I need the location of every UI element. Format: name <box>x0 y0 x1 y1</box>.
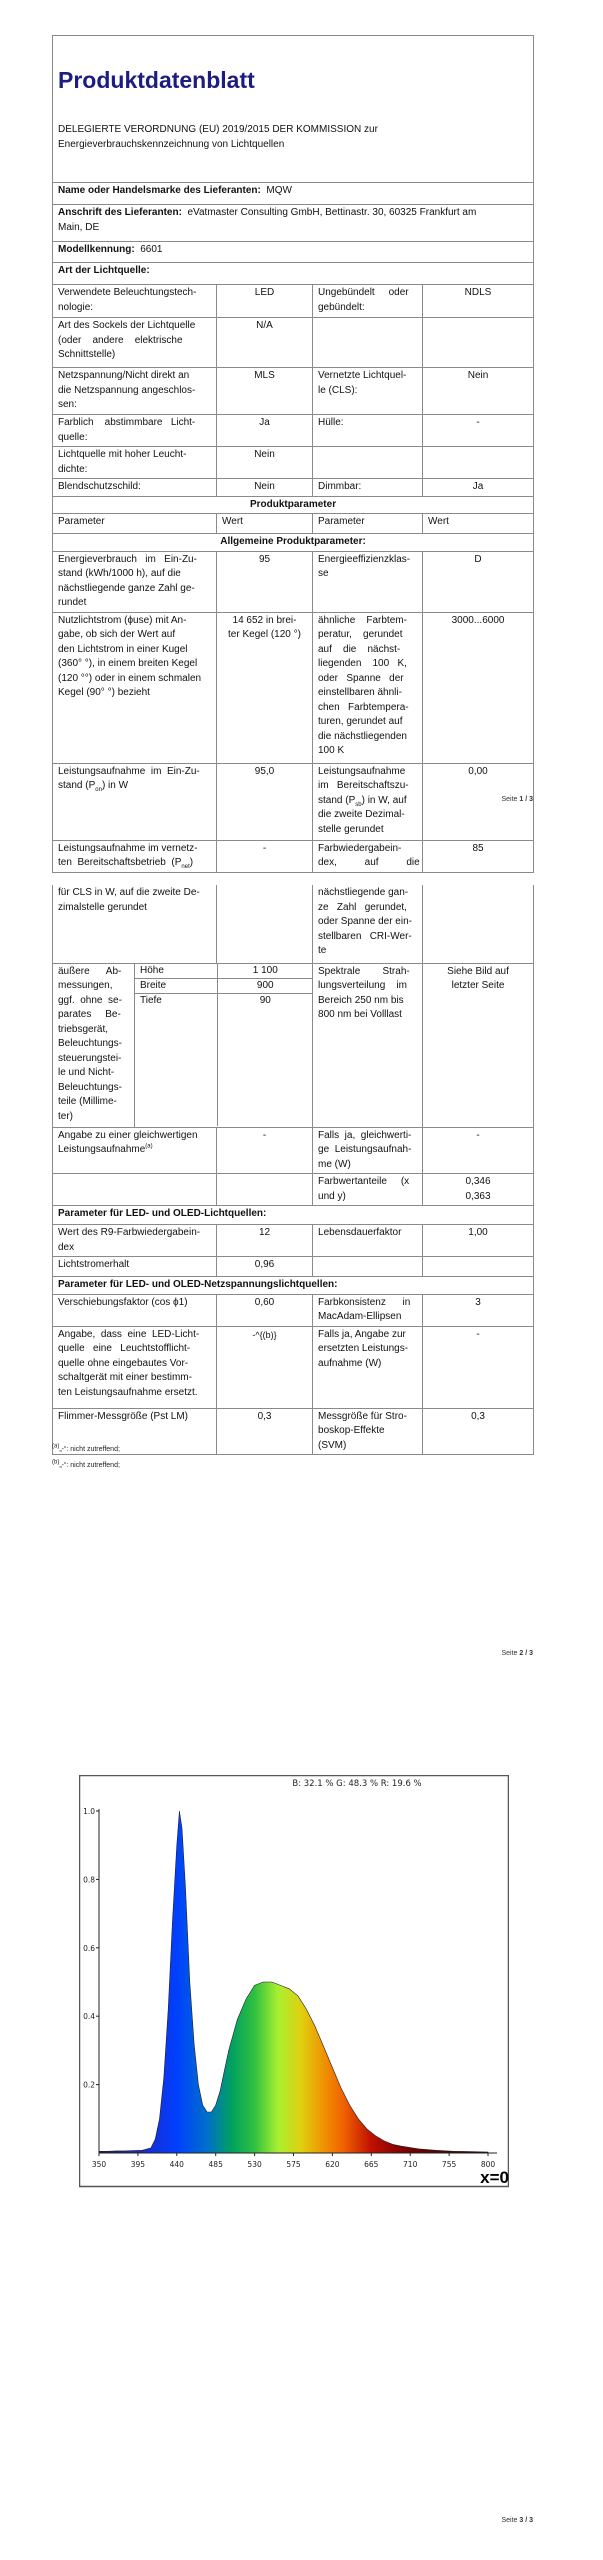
general-parameter-row <box>53 763 534 840</box>
x-tick-label: 440 <box>169 2160 184 2169</box>
mains-led-parameters-heading-row <box>53 1277 534 1295</box>
parameter-value: -^{(b)} <box>217 1326 313 1408</box>
parameter-value <box>423 1257 534 1277</box>
parameter-value: 1,00 <box>423 1225 534 1257</box>
parameter-value: 95,0 <box>217 763 313 840</box>
parameter-label: nächstliegende gan- ze Zahl gerundet, oder Spanne der ein- stellbaren CRI-Wer- te <box>313 885 423 963</box>
light-source-type-row <box>53 479 534 497</box>
general-parameter-row <box>53 551 534 612</box>
parameter-label: Farbwertanteile (x und y) <box>313 1174 423 1206</box>
page-title: Produktdatenblatt <box>58 67 255 93</box>
parameter-label: Angabe zu einer gleichwertigen Leistungsaufnahme$^{(a)}$ <box>53 1127 217 1174</box>
model-label: Modellkennung: <box>58 244 135 255</box>
parameter-label: Lebensdauerfaktor <box>313 1225 423 1257</box>
y-tick-label: 0.8 <box>83 1875 95 1885</box>
parameter-label: Farblich abstimmbare Licht- quelle: <box>53 415 217 447</box>
parameter-value: 0,96 <box>217 1257 313 1277</box>
column-header: Parameter <box>313 514 423 534</box>
parameter-value: - <box>217 1127 313 1174</box>
dimension-name: Tiefe <box>140 994 162 1006</box>
parameter-value: 85 <box>423 840 534 872</box>
parameter-label: Energieverbrauch im Ein-Zu- stand (kWh/1000 h), auf die nächstliegende ganze Zahl ge- rundet <box>53 551 217 612</box>
parameter-value: NDLS <box>423 285 534 318</box>
led-parameter-row <box>53 1225 534 1257</box>
x-tick-label: 350 <box>91 2160 107 2169</box>
parameter-value: Nein <box>217 447 313 479</box>
parameter-label <box>313 1257 423 1277</box>
parameter-label: Energieeffizienzklas- se <box>313 551 423 612</box>
parameter-row <box>53 1174 534 1206</box>
parameter-value: 3000...6000 <box>423 612 534 763</box>
parameter-label: Netzspannung/Nicht direkt an die Netzspannung angeschlos- sen: <box>53 368 217 415</box>
light-source-type-row <box>53 368 534 415</box>
parameter-value: Nein <box>423 368 534 415</box>
parameter-value: 95 <box>217 551 313 612</box>
parameter-value: 14 652 in brei- ter Kegel (120 °) <box>217 612 313 763</box>
page-label-prefix: Seite <box>501 2517 518 2524</box>
parameter-label: Messgröße für Stro- boskop-Effekte (SVM) <box>313 1408 423 1455</box>
page-label-prefix: Seite <box>501 1650 518 1657</box>
column-header: Wert <box>217 514 313 534</box>
dimensions-values-cell <box>135 963 313 1127</box>
parameter-value: N/A <box>217 318 313 368</box>
mains-parameter-row <box>53 1326 534 1408</box>
parameter-value <box>217 1174 313 1206</box>
parameter-value <box>423 318 534 368</box>
parameter-value: LED <box>217 285 313 318</box>
parameter-label: Leistungsaufnahme im Bereitschaftszu- stand $(P_{sb})$ in W, auf die zweite Dezimal- stelle gerundet <box>313 763 423 840</box>
light-source-type-row <box>53 318 534 368</box>
parameter-label: Angabe, dass eine LED-Licht- quelle eine Leuchtstofflicht- quelle ohne eingebautes Vor- schaltgerät mit einer bestimm- ten Leistungsaufnahme ersetzt. <box>53 1326 217 1408</box>
general-parameter-row <box>53 840 534 872</box>
mains-led-parameters-heading: Parameter für LED- und OLED-Netzspannungslichtquellen: <box>53 1277 534 1295</box>
parameter-label: Vernetzte Lichtquel- le (CLS): <box>313 368 423 415</box>
y-tick-label: 0.2 <box>83 2080 95 2090</box>
spectral-distribution-label: Spektrale Strah- lungsverteilung im Bereich 250 nm bis 800 nm bei Volllast <box>313 963 423 1127</box>
supplier-address-label: Anschrift des Lieferanten: <box>58 207 182 218</box>
product-datasheet-table-page-2 <box>52 885 534 1455</box>
header-cell <box>53 36 534 183</box>
footnote-a: $^{(a)}$„-“: nicht zutreffend; <box>52 1443 120 1453</box>
continued-parameter-row <box>53 885 534 963</box>
x-tick-label: 530 <box>247 2160 262 2169</box>
dimension-value: 900 <box>217 978 313 993</box>
y-tick-label: 0.6 <box>83 1943 95 1953</box>
dimension-name: Höhe <box>140 964 164 976</box>
column-header: Parameter <box>53 514 217 534</box>
parameter-label: Leistungsaufnahme im Ein-Zu- stand $(P_{on})$ in W <box>53 763 217 840</box>
parameter-label: Blendschutzschild: <box>53 479 217 497</box>
general-parameters-heading-row <box>53 534 534 552</box>
page-number-3 <box>501 2517 533 2524</box>
x-tick-label: 710 <box>403 2160 418 2169</box>
parameter-label: Nutzlichtstrom (ϕuse) mit An- gabe, ob sich der Wert auf den Lichtstrom in einer Kugel (360° °), in einem breiten Kegel (120 °°) oder in einem schmalen Kegel (90° °) bezieht <box>53 612 217 763</box>
dimension-filler <box>135 1008 313 1126</box>
parameter-value <box>217 885 313 963</box>
parameter-value: 0,00 <box>423 763 534 840</box>
parameter-value: - <box>423 1326 534 1408</box>
supplier-name-value: MQW <box>266 185 292 196</box>
parameter-value: Nein <box>217 479 313 497</box>
parameter-label: Ungebündelt oder gebündelt: <box>313 285 423 318</box>
parameter-label: Farbkonsistenz in MacAdam-Ellipsen <box>313 1294 423 1326</box>
general-parameter-row <box>53 612 534 763</box>
parameter-label: Farbwiedergabein- dex, auf die <box>313 840 423 872</box>
dimensions-row <box>53 963 534 1127</box>
parameter-label: Lichtstromerhalt <box>53 1257 217 1277</box>
light-source-type-row <box>53 447 534 479</box>
parameter-label: für CLS in W, auf die zweite De- zimalstelle gerundet <box>53 885 217 963</box>
light-source-type-row <box>53 285 534 318</box>
x-tick-label: 485 <box>208 2160 223 2169</box>
spectral-distribution-value: Siehe Bild auf letzter Seite <box>423 963 534 1127</box>
page-number-2 <box>501 1650 533 1657</box>
parameter-label: Lichtquelle mit hoher Leucht- dichte: <box>53 447 217 479</box>
column-header-row <box>53 514 534 534</box>
product-parameters-heading: Produktparameter <box>53 496 534 514</box>
led-parameters-heading: Parameter für LED- und OLED-Lichtquellen: <box>53 1206 534 1225</box>
parameter-label: Dimmbar: <box>313 479 423 497</box>
parameter-label: Leistungsaufnahme im vernetz- ten Bereitschaftsbetrieb $(P_{net})$ <box>53 840 217 872</box>
parameter-value: 0,60 <box>217 1294 313 1326</box>
led-parameters-heading-row <box>53 1206 534 1225</box>
parameter-value: - <box>423 1127 534 1174</box>
dimensions-label: äußere Ab- messungen, ggf. ohne se- parates Be- triebsgerät, Beleuchtungs- steuerungstei- le und Nicht- Beleuchtungs- teile (Millime- ter) <box>53 963 135 1127</box>
dimension-value: 90 <box>217 993 313 1008</box>
dimension-row <box>135 964 313 979</box>
mains-parameter-row <box>53 1294 534 1326</box>
parameter-label: Wert des R9-Farbwiedergabein- dex <box>53 1225 217 1257</box>
dimension-row <box>135 993 313 1008</box>
model-row <box>53 242 534 263</box>
parameter-value: 0,346 0,363 <box>423 1174 534 1206</box>
x-tick-label: 755 <box>441 2160 457 2169</box>
dimensions-table <box>135 964 313 1126</box>
parameter-label: Verschiebungsfaktor (cos ϕ1) <box>53 1294 217 1326</box>
supplier-name-row <box>53 183 534 205</box>
parameter-value <box>423 447 534 479</box>
page-label-number: 3 / 3 <box>519 2517 533 2524</box>
parameter-label: Art des Sockels der Lichtquelle (oder andere elektrische Schnittstelle) <box>53 318 217 368</box>
page-label-number: 1 / 3 <box>519 796 533 803</box>
parameter-value: 3 <box>423 1294 534 1326</box>
parameter-label: Hülle: <box>313 415 423 447</box>
parameter-row <box>53 1127 534 1174</box>
dimension-value: 1 100 <box>217 964 313 979</box>
parameter-label <box>313 318 423 368</box>
led-parameter-row <box>53 1257 534 1277</box>
parameter-label: ähnliche Farbtem- peratur, gerundet auf die nächst- liegenden 100 K, oder Spanne der einstellbaren ähnli- chen Farbtempera- turen, gerundet auf die nächstliegenden 100 K <box>313 612 423 763</box>
product-datasheet-table-page-1 <box>52 35 534 873</box>
page-label-prefix: Seite <box>501 796 518 803</box>
parameter-label: Falls ja, Angabe zur ersetzten Leistungs- aufnahme (W) <box>313 1326 423 1408</box>
parameter-value: Ja <box>423 479 534 497</box>
supplier-address-row <box>53 205 534 242</box>
parameter-value: D <box>423 551 534 612</box>
column-header: Wert <box>423 514 534 534</box>
parameter-value: 12 <box>217 1225 313 1257</box>
regulation-text: DELEGIERTE VERORDNUNG (EU) 2019/2015 DER KOMMISSION zur Energieverbrauchskennzeichnung von Lichtquellen <box>58 124 378 150</box>
footnote-b: $^{(b)}$„-“: nicht zutreffend; <box>52 1459 120 1469</box>
parameter-value: 0,3 <box>217 1408 313 1455</box>
parameter-value: MLS <box>217 368 313 415</box>
corner-label: x=0 <box>480 2168 509 2187</box>
supplier-name-label: Name oder Handelsmarke des Lieferanten: <box>58 185 261 196</box>
x-tick-label: 620 <box>325 2160 340 2169</box>
parameter-label <box>53 1174 217 1206</box>
parameter-value: 0,3 <box>423 1408 534 1455</box>
light-source-type-heading: Art der Lichtquelle: <box>53 263 534 285</box>
parameter-label: Flimmer-Messgröße (Pst LM) <box>53 1408 217 1455</box>
x-tick-label: 800 <box>480 2160 496 2169</box>
parameter-value: Ja <box>217 415 313 447</box>
x-tick-label: 575 <box>286 2160 301 2169</box>
parameter-value: - <box>217 840 313 872</box>
dimension-name: Breite <box>135 978 217 993</box>
parameter-value: - <box>423 415 534 447</box>
y-tick-label: 0.4 <box>83 2012 95 2022</box>
page-number-1 <box>501 796 533 803</box>
dimension-row <box>135 978 313 993</box>
page-label-number: 2 / 3 <box>519 1650 533 1657</box>
mains-parameter-row <box>53 1408 534 1455</box>
supplier-address-value: eVatmaster Consulting GmbH, Bettinastr. 30, 60325 Frankfurt am Main, DE <box>58 207 477 233</box>
general-parameters-heading: Allgemeine Produktparameter: <box>53 534 534 552</box>
parameter-value <box>423 885 534 963</box>
parameter-label: Verwendete Beleuchtungstech- nologie: <box>53 285 217 318</box>
parameter-label: Falls ja, gleichwerti- ge Leistungsaufnah- me (W) <box>313 1127 423 1174</box>
spectral-distribution-chart <box>79 1775 509 2188</box>
parameter-label <box>313 447 423 479</box>
x-tick-label: 665 <box>364 2160 379 2169</box>
product-parameters-heading-row <box>53 496 534 514</box>
x-tick-label: 395 <box>130 2160 146 2169</box>
rgb-ratio-annotation: B: 32.1 % G: 48.3 % R: 19.6 % <box>292 1779 422 1789</box>
model-value: 6601 <box>140 244 163 255</box>
light-source-type-row <box>53 415 534 447</box>
y-tick-label: 1.0 <box>83 1807 95 1816</box>
